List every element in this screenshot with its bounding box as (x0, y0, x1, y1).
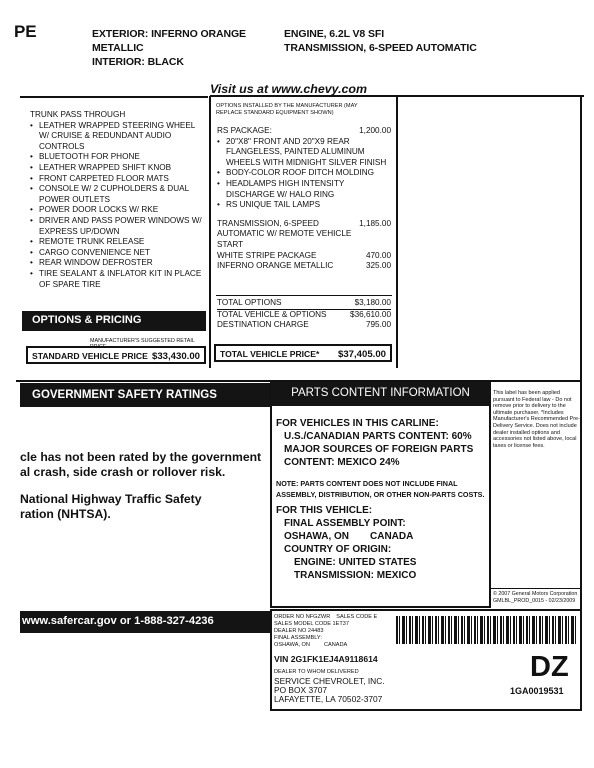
order-details (274, 614, 394, 649)
final-assembly-country: CANADA (323, 642, 348, 648)
standard-equipment-item: • DRIVER AND PASS POWER WINDOWS W/ EXPRESS UP/DOWN (30, 216, 205, 237)
safercar-bar (20, 611, 270, 633)
parts-this-vehicle: FOR THIS VEHICLE: (276, 505, 373, 516)
paint-option-row (217, 261, 391, 272)
parts-assembly-point: FINAL ASSEMBLY POINT: (284, 518, 406, 529)
parts-major-sources-1: MAJOR SOURCES OF FOREIGN PARTS (284, 444, 474, 455)
paint-option-label: INFERNO ORANGE METALLIC (217, 261, 334, 271)
options-right-border (396, 96, 398, 368)
dealer-name: SERVICE CHEVROLET, INC. (274, 676, 385, 686)
standard-equipment-item: • LEATHER WRAPPED SHIFT KNOB (30, 163, 205, 174)
safety-line4: ration (NHTSA). (20, 507, 111, 521)
parts-text (276, 417, 488, 582)
safercar-link[interactable]: www.safercar.gov or 1-888-327-4236 (22, 615, 214, 627)
standard-vehicle-price-box (26, 346, 206, 364)
safety-title-bar (20, 383, 270, 407)
parts-engine-origin: ENGINE: UNITED STATES (294, 557, 417, 568)
totals-block (217, 298, 391, 331)
totals-rule (216, 295, 392, 296)
interior-color: INTERIOR: BLACK (92, 56, 184, 68)
options-left-border (209, 96, 211, 368)
stripe-option-row (217, 251, 391, 262)
stripe-option-price: 470.00 (365, 250, 391, 260)
rs-package-item: • HEADLAMPS HIGH INTENSITY DISCHARGE W/ HALO RING (217, 179, 391, 200)
total-price-label: TOTAL VEHICLE PRICE* (220, 349, 320, 359)
total-price-value: $37,405.00 (337, 349, 386, 360)
rs-package-price: 1,200.00 (359, 126, 391, 135)
standard-first-line: TRUNK PASS THROUGH (30, 110, 126, 119)
dealer-po-box: PO BOX 3707 (274, 685, 328, 696)
order-bottom-rule (270, 709, 582, 711)
standard-equipment (30, 110, 205, 290)
transmission-option-label: TRANSMISSION, 6-SPEED AUTOMATIC W/ REMOTE VEHICLE START (217, 218, 352, 249)
options-list (217, 126, 391, 272)
rs-package-items (217, 137, 391, 211)
order-number: ORDER NO NFGZWR (274, 614, 331, 620)
rs-package-item: • BODY-COLOR ROOF DITCH MOLDING (217, 168, 391, 179)
standard-equipment-item: • REAR WINDOW DEFROSTER (30, 258, 205, 269)
standard-equipment-item: • LEATHER WRAPPED STEERING WHEEL W/ CRUISE & REDUNDANT AUDIO CONTROLS (30, 121, 205, 153)
standard-equipment-item: • BLUETOOTH FOR PHONE (30, 152, 205, 163)
page-right-border (580, 95, 582, 381)
label-code: 1GA0019531 (510, 686, 564, 696)
exterior-color-line2: METALLIC (92, 42, 144, 54)
options-pricing-bar (22, 311, 206, 331)
msrp-caption: MANUFACTURER'S SUGGESTED RETAIL PRICE (90, 338, 195, 351)
transmission-option-price: 1,185.00 (359, 218, 391, 228)
stripe-option-label: WHITE STRIPE PACKAGE (217, 250, 317, 260)
safety-title: GOVERNMENT SAFETY RATINGS (32, 389, 217, 401)
rs-package-label: RS PACKAGE: (217, 126, 272, 135)
standard-equipment-item: • CONSOLE W/ 2 CUPHOLDERS & DUAL POWER OUTLETS (30, 184, 205, 205)
rs-package-row (217, 126, 391, 137)
visit-chevy: Visit us at www.chevy.com (210, 82, 367, 96)
order-left-border (270, 609, 272, 711)
order-top-rule (270, 609, 582, 611)
total-vehicle-options-row (217, 310, 391, 321)
paint-option-price: 325.00 (365, 261, 391, 271)
vin: VIN 2G1FK1EJ4A9118614 (274, 654, 378, 664)
destination-charge-row (217, 320, 391, 331)
destination-charge-label: DESTINATION CHARGE (217, 320, 309, 330)
parts-carline: FOR VEHICLES IN THIS CARLINE: (276, 418, 439, 429)
options-caption: OPTIONS INSTALLED BY THE MANUFACTURER (MAY REPLACE STANDARD EQUIPMENT SHOWN) (216, 103, 358, 116)
parts-assembly-country: CANADA (370, 531, 414, 542)
standard-equipment-item: • CARGO CONVENIENCE NET (30, 248, 205, 259)
legal-divider (490, 588, 582, 589)
standard-equipment-item: • POWER DOOR LOCKS W/ RKE (30, 205, 205, 216)
corner-text: PE (14, 22, 37, 41)
standard-price-value: $33,430.00 (151, 351, 200, 362)
parts-assembly-city: OSHAWA, ON (284, 531, 350, 542)
parts-note: NOTE: PARTS CONTENT DOES NOT INCLUDE FINAL ASSEMBLY, DISTRIBUTION, OR OTHER NON-PARTS COSTS. (276, 479, 485, 499)
rs-package-item: • 20"X8" FRONT AND 20"X9 REAR FLANGELESS, PAINTED ALUMINUM WHEELS WITH MIDNIGHT SILVER FINISH (217, 137, 391, 169)
standard-equipment-item: • FRONT CARPETED FLOOR MATS (30, 174, 205, 185)
engine-spec: ENGINE, 6.2L V8 SFI (284, 28, 385, 40)
parts-transmission-origin: TRANSMISSION: MEXICO (294, 570, 417, 581)
dealer-city: LAFAYETTE, LA 70502-3707 (274, 694, 383, 705)
final-assembly-location: OSHAWA, ON (274, 642, 310, 648)
total-vehicle-options-value: $36,610.00 (350, 309, 391, 319)
legal-notice: This label has been applied pursuant to Federal law - Do not remove prior to delivery to the ultimate purchaser. *Includes Manufacturer's Recommended Pre-Delivery Service. Does not include dealer installed options and accessories not listed above, local taxes or license fees. (493, 390, 580, 449)
order-right-border (580, 381, 582, 711)
destination-charge-value: 795.00 (365, 320, 391, 330)
parts-major-sources-2: CONTENT: MEXICO 24% (284, 457, 400, 468)
parts-title: PARTS CONTENT INFORMATION (291, 387, 470, 399)
header-rule (20, 96, 208, 98)
standard-price-label: STANDARD VEHICLE PRICE (32, 351, 148, 361)
transmission-spec: TRANSMISSION, 6-SPEED AUTOMATIC (284, 42, 477, 54)
parts-title-bar (271, 382, 490, 406)
total-options-label: TOTAL OPTIONS (217, 298, 282, 307)
total-options-value: $3,180.00 (354, 298, 391, 307)
total-vehicle-options-label: TOTAL VEHICLE & OPTIONS (217, 309, 327, 319)
sales-code: SALES CODE E (336, 614, 378, 620)
standard-equipment-list (30, 121, 205, 291)
dealer-address (274, 677, 385, 705)
standard-equipment-item: • TIRE SEALANT & INFLATOR KIT IN PLACE OF SPARE TIRE (30, 269, 205, 290)
safety-text (20, 450, 270, 522)
transmission-option-row (217, 219, 391, 251)
safety-line2: al crash, side crash or rollover risk. (20, 465, 226, 479)
dealer-number: DEALER NO 24483 (274, 628, 324, 634)
final-assembly-label: FINAL ASSEMBLY: (274, 635, 322, 641)
port-code: DZ (530, 651, 569, 683)
total-options-row (217, 298, 391, 310)
parts-us-canadian: U.S./CANADIAN PARTS CONTENT: 60% (284, 431, 472, 442)
barcode (396, 616, 578, 644)
dealer-caption: DEALER TO WHOM DELIVERED (274, 669, 359, 675)
legal-copyright: © 2007 General Motors Corporation (493, 591, 578, 597)
safety-line3: National Highway Traffic Safety (20, 492, 202, 506)
sales-model-code: SALES MODEL CODE 1ET37 (274, 621, 350, 627)
parts-country-origin: COUNTRY OF ORIGIN: (284, 544, 392, 555)
exterior-color-line1: EXTERIOR: INFERNO ORANGE (92, 28, 246, 40)
standard-equipment-item: • REMOTE TRUNK RELEASE (30, 237, 205, 248)
rs-package-item: • RS UNIQUE TAIL LAMPS (217, 200, 391, 211)
legal-form-id: GMLBL_PROD_0015 - 02/23/2009 (493, 598, 576, 604)
options-pricing-title: OPTIONS & PRICING (32, 314, 142, 326)
safety-line1: cle has not been rated by the government (20, 450, 262, 464)
total-vehicle-price-box (214, 344, 392, 362)
